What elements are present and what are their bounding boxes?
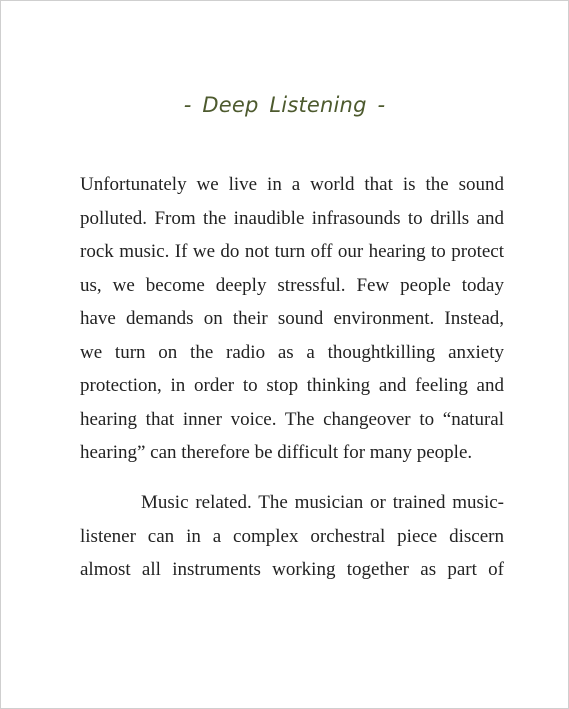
text-line: us, we become deeply stressful. Few people today xyxy=(80,274,504,296)
paragraph-2 xyxy=(80,486,504,587)
text-line: almost all instruments working together as part of xyxy=(80,559,504,580)
text-line: hearing that inner voice. The changeover to “natural xyxy=(80,408,504,430)
text-line: listener can in a complex orchestral piece discern xyxy=(80,525,504,547)
text-line: have demands on their sound environment. Instead, xyxy=(80,308,504,329)
page-title: - Deep Listening - xyxy=(183,93,386,117)
text-line: hearing” can therefore be difficult for many people. xyxy=(80,442,473,463)
text-line: rock music. If we do not turn off our hearing to protect xyxy=(80,241,504,262)
text-line: protection, in order to stop thinking and feeling and xyxy=(80,375,504,396)
text-line: we turn on the radio as a thoughtkilling anxiety xyxy=(80,341,504,363)
text-line: polluted. From the inaudible infrasounds to drills and xyxy=(80,207,504,229)
text-line: Unfortunately we live in a world that is the sound xyxy=(80,174,504,195)
paragraph-1 xyxy=(80,168,504,470)
text-line: Music related. The musician or trained music- xyxy=(141,492,504,513)
